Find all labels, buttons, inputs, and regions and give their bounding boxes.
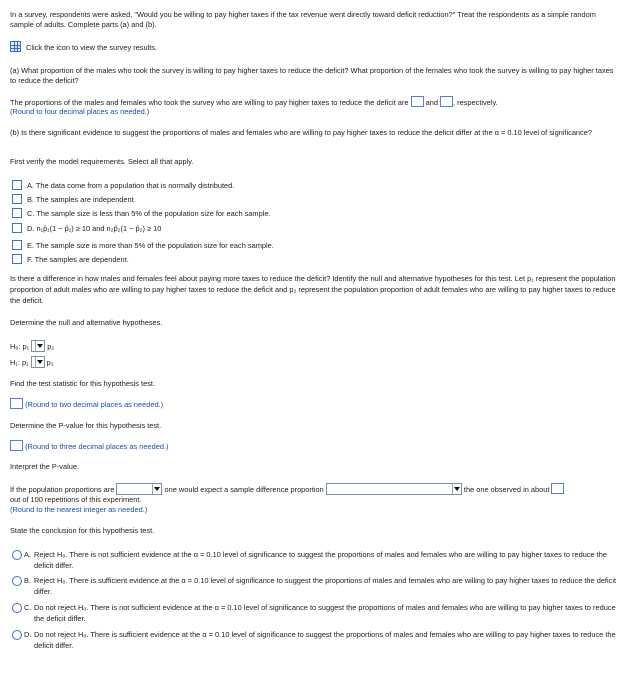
interp-post-text: the one observed in about bbox=[463, 485, 550, 494]
h0-operator-select[interactable] bbox=[31, 340, 45, 352]
option-c[interactable] bbox=[12, 208, 271, 219]
answer-text: Do not reject H₀. There is sufficient evidence at the α = 0.10 level of significance to suggest the proportions of males and females who are willing to pay higher taxes to reduce the deficit differ. bbox=[34, 630, 616, 650]
determine-hypotheses: Determine the null and alternative hypotheses. bbox=[10, 318, 163, 327]
h0-label: H₀: p₁ bbox=[10, 342, 30, 351]
option-f[interactable] bbox=[12, 254, 129, 265]
option-letter: C. bbox=[27, 209, 35, 218]
option-text: The samples are independent. bbox=[35, 195, 136, 204]
option-b[interactable] bbox=[12, 194, 136, 205]
interp-pre-text: If the population proportions are bbox=[10, 485, 115, 494]
table-grid-icon[interactable] bbox=[10, 41, 21, 52]
verify-instruction: First verify the model requirements. Select all that apply. bbox=[10, 157, 194, 166]
comparison-select[interactable] bbox=[326, 483, 462, 495]
answer-letter: B. bbox=[24, 576, 31, 585]
conclusion-instruction: State the conclusion for this hypothesis test. bbox=[10, 526, 155, 535]
option-f-checkbox[interactable] bbox=[12, 254, 22, 264]
h1-label: H₁: p₁ bbox=[10, 358, 29, 367]
test-stat-input[interactable] bbox=[10, 398, 23, 409]
option-text: n₁p̂₁(1 − p̂₁) ≥ 10 and n₂p̂₂(1 − p̂₂) ≥ 10 bbox=[36, 224, 162, 233]
repetitions-input[interactable] bbox=[551, 483, 564, 494]
p2-label: p₂ bbox=[47, 342, 55, 351]
round-int-note: (Round to the nearest integer as needed.) bbox=[10, 505, 148, 514]
pvalue-row bbox=[10, 440, 168, 451]
interp-mid-text: one would expect a sample difference proportion bbox=[164, 485, 324, 494]
option-a-checkbox[interactable] bbox=[12, 180, 22, 190]
option-d-checkbox[interactable] bbox=[12, 223, 22, 233]
part-a-question: (a) What proportion of the males who took the survey is willing to pay higher taxes to reduce the deficit? What proportion of the females who took the survey is willing to pay higher taxes to reduce the deficit? bbox=[10, 66, 614, 85]
option-letter: E. bbox=[27, 241, 34, 250]
option-text: The data come from a population that is normally distributed. bbox=[35, 181, 235, 190]
population-proportions-select[interactable] bbox=[116, 483, 162, 495]
round-four-note: (Round to four decimal places as needed.) bbox=[10, 107, 150, 116]
interp-end-text: out of 100 repetitions of this experiment. bbox=[10, 495, 142, 504]
p2-label: p₂ bbox=[46, 358, 54, 367]
option-c-checkbox[interactable] bbox=[12, 208, 22, 218]
answer-letter: D. bbox=[24, 630, 32, 639]
alt-hypothesis-row bbox=[10, 356, 54, 368]
option-text: The sample size is less than 5% of the population size for each sample. bbox=[36, 209, 271, 218]
option-text: The sample size is more than 5% of the population size for each sample. bbox=[35, 241, 274, 250]
answer-letter: A. bbox=[24, 550, 31, 559]
answer-letter: C. bbox=[24, 603, 32, 612]
part-b-question: (b) Is there significant evidence to suggest the proportions of males and females who are willing to pay higher taxes to reduce the deficit differ at the α = 0.10 level of significance? bbox=[10, 128, 592, 137]
h1-operator-select[interactable] bbox=[31, 356, 45, 368]
and-text: and bbox=[425, 98, 438, 107]
answer-text: Reject H₀. There is not sufficient evidence at the α = 0.10 level of significance to suggest the proportions of males and females who are willing to pay higher taxes to reduce the deficit differ. bbox=[34, 550, 607, 570]
option-e[interactable] bbox=[12, 240, 274, 251]
respectively-text: , respectively. bbox=[453, 98, 498, 107]
round-two-note: (Round to two decimal places as needed.) bbox=[25, 400, 164, 409]
dropdown-arrow-icon bbox=[35, 341, 44, 351]
icon-link-label: Click the icon to view the survey results. bbox=[26, 43, 158, 52]
option-letter: F. bbox=[27, 255, 33, 264]
answer-c-radio[interactable] bbox=[12, 603, 22, 613]
interpret-row bbox=[10, 483, 564, 495]
answer-text: Do not reject H₀. There is not sufficient evidence at the α = 0.10 level of significance to suggest the proportions of males and females who are willing to pay higher taxes to reduce the deficit differ. bbox=[34, 603, 616, 623]
null-hypothesis-row bbox=[10, 340, 54, 352]
part-a-answer-text: The proportions of the males and females who took the survey who are willing to pay higher taxes to reduce the deficit are bbox=[10, 98, 409, 107]
answer-text: Reject H₀. There is sufficient evidence at the α = 0.10 level of significance to suggest the proportions of males and females who are willing to pay higher taxes to reduce the deficit differ. bbox=[34, 576, 617, 596]
pvalue-input[interactable] bbox=[10, 440, 23, 451]
male-proportion-input[interactable] bbox=[411, 96, 424, 107]
option-d[interactable] bbox=[12, 223, 161, 234]
answer-a[interactable] bbox=[12, 549, 618, 571]
pvalue-instruction: Determine the P-value for this hypothesis test. bbox=[10, 421, 162, 430]
answer-c[interactable] bbox=[12, 602, 618, 624]
intro-text: In a survey, respondents were asked, "Would you be willing to pay higher taxes if the tax revenue went directly toward deficit reduction?" Treat the respondents as a simple random sample of adults. Complete parts (a) and (b). bbox=[10, 10, 596, 29]
option-letter: B. bbox=[27, 195, 34, 204]
answer-d[interactable] bbox=[12, 629, 618, 651]
hypothesis-question: Is there a difference in how males and females feel about paying more taxes to reduce the deficit? Identify the null and alternative hypotheses for this test. Let p₁ represent the population proportion of adult males who are willing to pay higher taxes to reduce the deficit and p₂ represent the population proportion of adult females who are willing to pay higher taxes to reduce the deficit. bbox=[10, 274, 616, 305]
option-b-checkbox[interactable] bbox=[12, 194, 22, 204]
option-letter: D. bbox=[27, 224, 35, 233]
dropdown-arrow-icon bbox=[152, 484, 161, 494]
test-stat-row bbox=[10, 398, 163, 409]
answer-d-radio[interactable] bbox=[12, 630, 22, 640]
round-three-note: (Round to three decimal places as needed.) bbox=[25, 442, 169, 451]
female-proportion-input[interactable] bbox=[440, 96, 453, 107]
survey-results-link[interactable] bbox=[10, 41, 157, 53]
test-stat-instruction: Find the test statistic for this hypothesis test. bbox=[10, 379, 156, 388]
answer-b-radio[interactable] bbox=[12, 576, 22, 586]
answer-a-radio[interactable] bbox=[12, 550, 22, 560]
option-text: The samples are dependent. bbox=[34, 255, 129, 264]
answer-b[interactable] bbox=[12, 575, 618, 597]
option-e-checkbox[interactable] bbox=[12, 240, 22, 250]
option-letter: A. bbox=[27, 181, 34, 190]
dropdown-arrow-icon bbox=[35, 357, 44, 367]
dropdown-arrow-icon bbox=[452, 484, 461, 494]
interpret-instruction: Interpret the P-value. bbox=[10, 462, 80, 471]
option-a[interactable] bbox=[12, 180, 234, 191]
